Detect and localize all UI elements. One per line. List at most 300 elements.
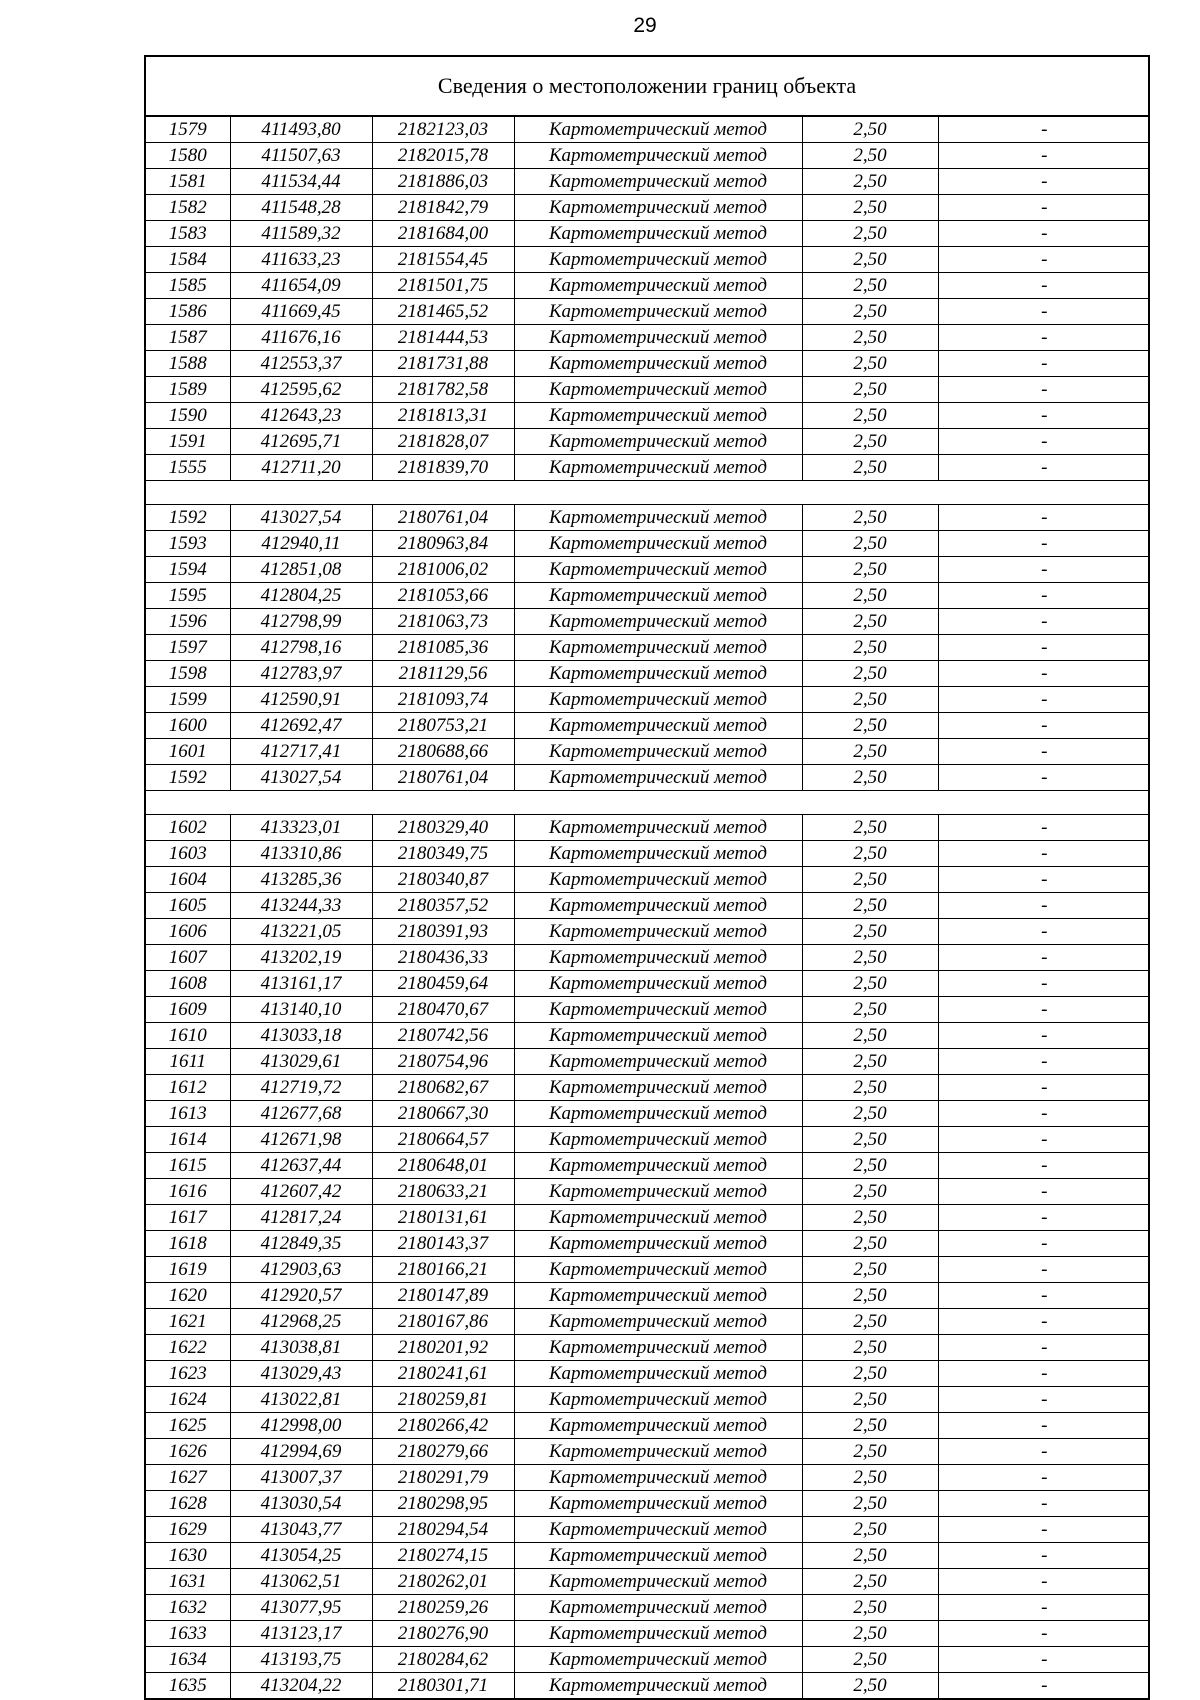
method-cell: Картометрический метод [514, 377, 802, 403]
method-cell: Картометрический метод [514, 1413, 802, 1439]
method-cell: Картометрический метод [514, 1491, 802, 1517]
description-cell: - [938, 1179, 1150, 1205]
x-coordinate-cell: 411676,16 [230, 325, 372, 351]
accuracy-cell: 2,50 [802, 1205, 938, 1231]
y-coordinate-cell: 2180294,54 [372, 1517, 514, 1543]
point-number-cell: 1612 [146, 1075, 230, 1101]
y-coordinate-cell: 2180266,42 [372, 1413, 514, 1439]
description-cell: - [938, 429, 1150, 455]
y-coordinate-cell: 2180761,04 [372, 505, 514, 531]
x-coordinate-cell: 413285,36 [230, 867, 372, 893]
table-row [146, 1075, 1150, 1101]
point-number-cell: 1599 [146, 687, 230, 713]
table-row [146, 1465, 1150, 1491]
point-number-cell: 1598 [146, 661, 230, 687]
description-cell: - [938, 1647, 1150, 1673]
table-row [146, 221, 1150, 247]
accuracy-cell: 2,50 [802, 1491, 938, 1517]
description-cell: - [938, 377, 1150, 403]
point-number-cell: 1622 [146, 1335, 230, 1361]
accuracy-cell: 2,50 [802, 557, 938, 583]
x-coordinate-cell: 411633,23 [230, 247, 372, 273]
method-cell: Картометрический метод [514, 1075, 802, 1101]
description-cell: - [938, 997, 1150, 1023]
point-number-cell: 1606 [146, 919, 230, 945]
description-cell: - [938, 713, 1150, 739]
y-coordinate-cell: 2180688,66 [372, 739, 514, 765]
table-row [146, 351, 1150, 377]
accuracy-cell: 2,50 [802, 1465, 938, 1491]
y-coordinate-cell: 2180357,52 [372, 893, 514, 919]
table-row [146, 1595, 1150, 1621]
point-number-cell: 1582 [146, 195, 230, 221]
y-coordinate-cell: 2180298,95 [372, 1491, 514, 1517]
description-cell: - [938, 1049, 1150, 1075]
accuracy-cell: 2,50 [802, 377, 938, 403]
description-cell: - [938, 195, 1150, 221]
table-row [146, 325, 1150, 351]
accuracy-cell: 2,50 [802, 1569, 938, 1595]
x-coordinate-cell: 413007,37 [230, 1465, 372, 1491]
x-coordinate-cell: 412717,41 [230, 739, 372, 765]
table-row [146, 583, 1150, 609]
method-cell: Картометрический метод [514, 403, 802, 429]
y-coordinate-cell: 2181813,31 [372, 403, 514, 429]
y-coordinate-cell: 2180131,61 [372, 1205, 514, 1231]
point-number-cell: 1608 [146, 971, 230, 997]
y-coordinate-cell: 2180459,64 [372, 971, 514, 997]
table-row [146, 1153, 1150, 1179]
description-cell: - [938, 919, 1150, 945]
y-coordinate-cell: 2180301,71 [372, 1673, 514, 1699]
table-row [146, 815, 1150, 841]
description-cell: - [938, 1621, 1150, 1647]
y-coordinate-cell: 2180241,61 [372, 1361, 514, 1387]
description-cell: - [938, 1413, 1150, 1439]
point-number-cell: 1610 [146, 1023, 230, 1049]
method-cell: Картометрический метод [514, 765, 802, 791]
x-coordinate-cell: 413221,05 [230, 919, 372, 945]
y-coordinate-cell: 2181886,03 [372, 169, 514, 195]
x-coordinate-cell: 413323,01 [230, 815, 372, 841]
point-number-cell: 1602 [146, 815, 230, 841]
y-coordinate-cell: 2180259,81 [372, 1387, 514, 1413]
x-coordinate-cell: 412643,23 [230, 403, 372, 429]
description-cell: - [938, 557, 1150, 583]
point-number-cell: 1605 [146, 893, 230, 919]
method-cell: Картометрический метод [514, 841, 802, 867]
accuracy-cell: 2,50 [802, 1075, 938, 1101]
table-row [146, 609, 1150, 635]
y-coordinate-cell: 2180349,75 [372, 841, 514, 867]
accuracy-cell: 2,50 [802, 687, 938, 713]
table-row [146, 635, 1150, 661]
accuracy-cell: 2,50 [802, 1439, 938, 1465]
point-number-cell: 1618 [146, 1231, 230, 1257]
y-coordinate-cell: 2180279,66 [372, 1439, 514, 1465]
description-cell: - [938, 583, 1150, 609]
point-number-cell: 1619 [146, 1257, 230, 1283]
accuracy-cell: 2,50 [802, 1647, 938, 1673]
y-coordinate-cell: 2180143,37 [372, 1231, 514, 1257]
y-coordinate-cell: 2180262,01 [372, 1569, 514, 1595]
x-coordinate-cell: 413123,17 [230, 1621, 372, 1647]
table-row [146, 429, 1150, 455]
y-coordinate-cell: 2180682,67 [372, 1075, 514, 1101]
method-cell: Картометрический метод [514, 273, 802, 299]
y-coordinate-cell: 2180391,93 [372, 919, 514, 945]
point-number-cell: 1627 [146, 1465, 230, 1491]
method-cell: Картометрический метод [514, 1647, 802, 1673]
point-number-cell: 1630 [146, 1543, 230, 1569]
point-number-cell: 1586 [146, 299, 230, 325]
description-cell: - [938, 325, 1150, 351]
y-coordinate-cell: 2181129,56 [372, 661, 514, 687]
method-cell: Картометрический метод [514, 1517, 802, 1543]
table-row [146, 1309, 1150, 1335]
point-number-cell: 1579 [146, 117, 230, 143]
accuracy-cell: 2,50 [802, 195, 938, 221]
description-cell: - [938, 1075, 1150, 1101]
method-cell: Картометрический метод [514, 1439, 802, 1465]
y-coordinate-cell: 2180963,84 [372, 531, 514, 557]
x-coordinate-cell: 413204,22 [230, 1673, 372, 1699]
description-cell: - [938, 661, 1150, 687]
accuracy-cell: 2,50 [802, 1517, 938, 1543]
point-number-cell: 1625 [146, 1413, 230, 1439]
y-coordinate-cell: 2182123,03 [372, 117, 514, 143]
accuracy-cell: 2,50 [802, 531, 938, 557]
point-number-cell: 1587 [146, 325, 230, 351]
accuracy-cell: 2,50 [802, 351, 938, 377]
x-coordinate-cell: 412968,25 [230, 1309, 372, 1335]
x-coordinate-cell: 413244,33 [230, 893, 372, 919]
table-row [146, 841, 1150, 867]
accuracy-cell: 2,50 [802, 1049, 938, 1075]
accuracy-cell: 2,50 [802, 221, 938, 247]
table-row [146, 1621, 1150, 1647]
method-cell: Картометрический метод [514, 1127, 802, 1153]
y-coordinate-cell: 2180761,04 [372, 765, 514, 791]
y-coordinate-cell: 2180284,62 [372, 1647, 514, 1673]
x-coordinate-cell: 412590,91 [230, 687, 372, 713]
y-coordinate-cell: 2180167,86 [372, 1309, 514, 1335]
x-coordinate-cell: 413033,18 [230, 1023, 372, 1049]
method-cell: Картометрический метод [514, 1309, 802, 1335]
description-cell: - [938, 1023, 1150, 1049]
point-number-cell: 1626 [146, 1439, 230, 1465]
description-cell: - [938, 1673, 1150, 1699]
method-cell: Картометрический метод [514, 143, 802, 169]
x-coordinate-cell: 413062,51 [230, 1569, 372, 1595]
point-number-cell: 1588 [146, 351, 230, 377]
y-coordinate-cell: 2182015,78 [372, 143, 514, 169]
x-coordinate-cell: 412920,57 [230, 1283, 372, 1309]
description-cell: - [938, 1465, 1150, 1491]
point-number-cell: 1596 [146, 609, 230, 635]
point-number-cell: 1615 [146, 1153, 230, 1179]
description-cell: - [938, 1205, 1150, 1231]
x-coordinate-cell: 413043,77 [230, 1517, 372, 1543]
accuracy-cell: 2,50 [802, 1101, 938, 1127]
table-body [146, 117, 1150, 1698]
description-cell: - [938, 117, 1150, 143]
table-row [146, 1335, 1150, 1361]
x-coordinate-cell: 411654,09 [230, 273, 372, 299]
point-number-cell: 1629 [146, 1517, 230, 1543]
x-coordinate-cell: 413202,19 [230, 945, 372, 971]
accuracy-cell: 2,50 [802, 739, 938, 765]
method-cell: Картометрический метод [514, 1465, 802, 1491]
description-cell: - [938, 169, 1150, 195]
y-coordinate-cell: 2180664,57 [372, 1127, 514, 1153]
group-separator-row [146, 481, 1150, 505]
table-row [146, 143, 1150, 169]
x-coordinate-cell: 411669,45 [230, 299, 372, 325]
method-cell: Картометрический метод [514, 1387, 802, 1413]
boundary-table [144, 55, 1150, 1700]
y-coordinate-cell: 2180274,15 [372, 1543, 514, 1569]
accuracy-cell: 2,50 [802, 1673, 938, 1699]
method-cell: Картометрический метод [514, 1361, 802, 1387]
y-coordinate-cell: 2180340,87 [372, 867, 514, 893]
method-cell: Картометрический метод [514, 583, 802, 609]
group-separator [146, 791, 1150, 815]
point-number-cell: 1593 [146, 531, 230, 557]
table-row [146, 117, 1150, 143]
table-row [146, 997, 1150, 1023]
point-number-cell: 1597 [146, 635, 230, 661]
page-number: 29 [633, 14, 657, 37]
y-coordinate-cell: 2181842,79 [372, 195, 514, 221]
method-cell: Картометрический метод [514, 867, 802, 893]
method-cell: Картометрический метод [514, 1595, 802, 1621]
x-coordinate-cell: 413029,61 [230, 1049, 372, 1075]
table-row [146, 1491, 1150, 1517]
group-separator-row [146, 791, 1150, 815]
table-row [146, 739, 1150, 765]
x-coordinate-cell: 412798,16 [230, 635, 372, 661]
point-number-cell: 1607 [146, 945, 230, 971]
accuracy-cell: 2,50 [802, 919, 938, 945]
method-cell: Картометрический метод [514, 997, 802, 1023]
accuracy-cell: 2,50 [802, 299, 938, 325]
point-number-cell: 1632 [146, 1595, 230, 1621]
y-coordinate-cell: 2180147,89 [372, 1283, 514, 1309]
x-coordinate-cell: 412994,69 [230, 1439, 372, 1465]
method-cell: Картометрический метод [514, 1049, 802, 1075]
table-row [146, 1517, 1150, 1543]
point-number-cell: 1584 [146, 247, 230, 273]
description-cell: - [938, 1335, 1150, 1361]
y-coordinate-cell: 2180633,21 [372, 1179, 514, 1205]
method-cell: Картометрический метод [514, 1673, 802, 1699]
description-cell: - [938, 867, 1150, 893]
description-cell: - [938, 971, 1150, 997]
table-row [146, 1361, 1150, 1387]
description-cell: - [938, 1595, 1150, 1621]
method-cell: Картометрический метод [514, 221, 802, 247]
method-cell: Картометрический метод [514, 557, 802, 583]
accuracy-cell: 2,50 [802, 765, 938, 791]
method-cell: Картометрический метод [514, 815, 802, 841]
x-coordinate-cell: 412804,25 [230, 583, 372, 609]
y-coordinate-cell: 2181782,58 [372, 377, 514, 403]
method-cell: Картометрический метод [514, 971, 802, 997]
x-coordinate-cell: 412692,47 [230, 713, 372, 739]
point-number-cell: 1601 [146, 739, 230, 765]
accuracy-cell: 2,50 [802, 429, 938, 455]
x-coordinate-cell: 412711,20 [230, 455, 372, 481]
y-coordinate-cell: 2180742,56 [372, 1023, 514, 1049]
table-row [146, 661, 1150, 687]
accuracy-cell: 2,50 [802, 867, 938, 893]
x-coordinate-cell: 413161,17 [230, 971, 372, 997]
accuracy-cell: 2,50 [802, 635, 938, 661]
x-coordinate-cell: 413027,54 [230, 505, 372, 531]
y-coordinate-cell: 2180436,33 [372, 945, 514, 971]
description-cell: - [938, 505, 1150, 531]
x-coordinate-cell: 413140,10 [230, 997, 372, 1023]
table-row [146, 1127, 1150, 1153]
table-row [146, 1049, 1150, 1075]
y-coordinate-cell: 2180667,30 [372, 1101, 514, 1127]
table-row [146, 1231, 1150, 1257]
point-number-cell: 1634 [146, 1647, 230, 1673]
method-cell: Картометрический метод [514, 1101, 802, 1127]
accuracy-cell: 2,50 [802, 1543, 938, 1569]
description-cell: - [938, 1491, 1150, 1517]
description-cell: - [938, 609, 1150, 635]
point-number-cell: 1594 [146, 557, 230, 583]
coordinates-table [146, 117, 1150, 1698]
point-number-cell: 1600 [146, 713, 230, 739]
y-coordinate-cell: 2180276,90 [372, 1621, 514, 1647]
x-coordinate-cell: 412798,99 [230, 609, 372, 635]
y-coordinate-cell: 2181684,00 [372, 221, 514, 247]
description-cell: - [938, 455, 1150, 481]
description-cell: - [938, 1517, 1150, 1543]
accuracy-cell: 2,50 [802, 117, 938, 143]
x-coordinate-cell: 412695,71 [230, 429, 372, 455]
accuracy-cell: 2,50 [802, 609, 938, 635]
point-number-cell: 1613 [146, 1101, 230, 1127]
x-coordinate-cell: 412851,08 [230, 557, 372, 583]
table-row [146, 867, 1150, 893]
method-cell: Картометрический метод [514, 1283, 802, 1309]
description-cell: - [938, 403, 1150, 429]
method-cell: Картометрический метод [514, 1023, 802, 1049]
table-row [146, 765, 1150, 791]
x-coordinate-cell: 412783,97 [230, 661, 372, 687]
point-number-cell: 1595 [146, 583, 230, 609]
method-cell: Картометрический метод [514, 325, 802, 351]
method-cell: Картометрический метод [514, 429, 802, 455]
table-row [146, 971, 1150, 997]
table-row [146, 531, 1150, 557]
accuracy-cell: 2,50 [802, 997, 938, 1023]
y-coordinate-cell: 2180753,21 [372, 713, 514, 739]
description-cell: - [938, 1387, 1150, 1413]
x-coordinate-cell: 411493,80 [230, 117, 372, 143]
x-coordinate-cell: 412817,24 [230, 1205, 372, 1231]
y-coordinate-cell: 2180259,26 [372, 1595, 514, 1621]
table-row [146, 945, 1150, 971]
x-coordinate-cell: 412940,11 [230, 531, 372, 557]
accuracy-cell: 2,50 [802, 455, 938, 481]
description-cell: - [938, 1231, 1150, 1257]
method-cell: Картометрический метод [514, 169, 802, 195]
accuracy-cell: 2,50 [802, 1231, 938, 1257]
description-cell: - [938, 945, 1150, 971]
point-number-cell: 1614 [146, 1127, 230, 1153]
table-row [146, 195, 1150, 221]
x-coordinate-cell: 412553,37 [230, 351, 372, 377]
y-coordinate-cell: 2181465,52 [372, 299, 514, 325]
x-coordinate-cell: 413029,43 [230, 1361, 372, 1387]
table-row [146, 1647, 1150, 1673]
x-coordinate-cell: 413193,75 [230, 1647, 372, 1673]
description-cell: - [938, 1543, 1150, 1569]
point-number-cell: 1589 [146, 377, 230, 403]
method-cell: Картометрический метод [514, 1257, 802, 1283]
description-cell: - [938, 1257, 1150, 1283]
method-cell: Картометрический метод [514, 117, 802, 143]
table-row [146, 1413, 1150, 1439]
x-coordinate-cell: 413030,54 [230, 1491, 372, 1517]
accuracy-cell: 2,50 [802, 1023, 938, 1049]
point-number-cell: 1633 [146, 1621, 230, 1647]
y-coordinate-cell: 2181828,07 [372, 429, 514, 455]
point-number-cell: 1581 [146, 169, 230, 195]
accuracy-cell: 2,50 [802, 169, 938, 195]
description-cell: - [938, 531, 1150, 557]
method-cell: Картометрический метод [514, 505, 802, 531]
table-row [146, 1283, 1150, 1309]
point-number-cell: 1623 [146, 1361, 230, 1387]
x-coordinate-cell: 411548,28 [230, 195, 372, 221]
method-cell: Картометрический метод [514, 1205, 802, 1231]
y-coordinate-cell: 2180291,79 [372, 1465, 514, 1491]
x-coordinate-cell: 413022,81 [230, 1387, 372, 1413]
point-number-cell: 1628 [146, 1491, 230, 1517]
table-row [146, 893, 1150, 919]
table-row [146, 1205, 1150, 1231]
description-cell: - [938, 815, 1150, 841]
x-coordinate-cell: 411534,44 [230, 169, 372, 195]
description-cell: - [938, 1127, 1150, 1153]
description-cell: - [938, 635, 1150, 661]
method-cell: Картометрический метод [514, 299, 802, 325]
method-cell: Картометрический метод [514, 455, 802, 481]
accuracy-cell: 2,50 [802, 841, 938, 867]
accuracy-cell: 2,50 [802, 247, 938, 273]
y-coordinate-cell: 2181731,88 [372, 351, 514, 377]
y-coordinate-cell: 2181085,36 [372, 635, 514, 661]
point-number-cell: 1580 [146, 143, 230, 169]
table-row [146, 557, 1150, 583]
table-row [146, 1101, 1150, 1127]
point-number-cell: 1590 [146, 403, 230, 429]
accuracy-cell: 2,50 [802, 403, 938, 429]
description-cell: - [938, 1439, 1150, 1465]
method-cell: Картометрический метод [514, 1335, 802, 1361]
description-cell: - [938, 1361, 1150, 1387]
point-number-cell: 1609 [146, 997, 230, 1023]
description-cell: - [938, 1153, 1150, 1179]
method-cell: Картометрический метод [514, 351, 802, 377]
x-coordinate-cell: 413310,86 [230, 841, 372, 867]
